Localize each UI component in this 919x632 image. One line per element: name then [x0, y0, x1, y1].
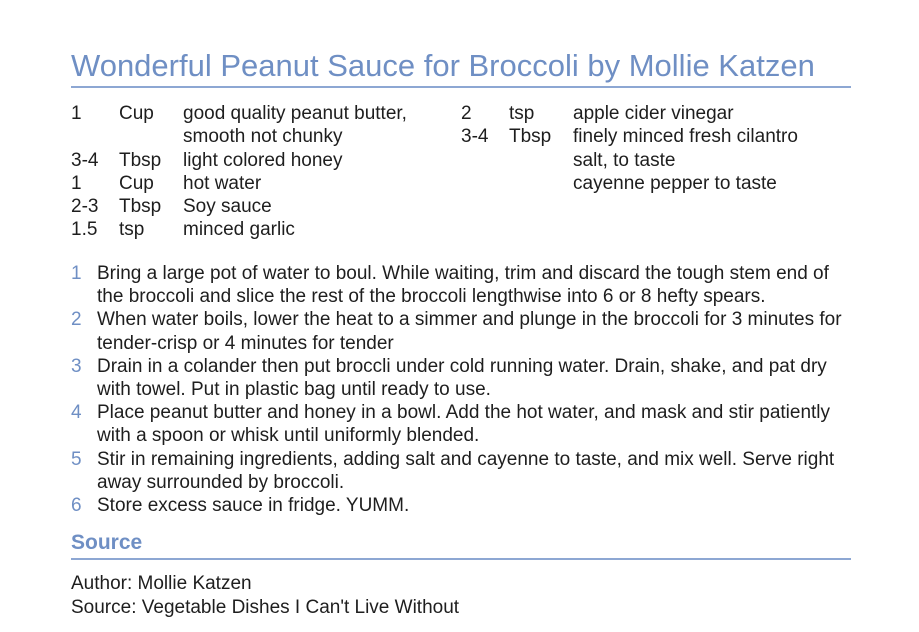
source-line: Source: Vegetable Dishes I Can't Live Without [71, 596, 460, 618]
ingredient-qty: 1 [71, 103, 82, 124]
ingredient-name: Soy sauce [183, 196, 272, 218]
step-text: Drain in a colander then put broccli under cold running water. Drain, shake, and pat dry with towel. Put in plastic bag until ready to use. [97, 355, 827, 401]
step-text: Store excess sauce in fridge. YUMM. [97, 495, 410, 517]
step-number: 3 [71, 355, 82, 377]
direction-step [71, 262, 851, 308]
ingredient-unit [509, 172, 573, 195]
direction-step [71, 494, 851, 517]
ingredient-row [461, 172, 861, 195]
ingredients-left-column [71, 102, 451, 242]
step-number: 4 [71, 402, 82, 424]
ingredient-qty [461, 149, 509, 172]
ingredient-qty: 2-3 [71, 196, 99, 218]
step-text: Stir in remaining ingredients, adding salt and cayenne to taste, and mix well. Serve right away surrounded by broccoli. [97, 448, 835, 493]
ingredient-name: apple cider vinegar [573, 103, 734, 124]
ingredient-name: minced garlic [183, 219, 295, 241]
ingredient-name: finely minced fresh cilantro [573, 126, 798, 148]
ingredients-right-column [461, 102, 861, 195]
ingredient-name: cayenne pepper to taste [573, 172, 777, 194]
author-line: Author: Mollie Katzen [71, 573, 252, 594]
directions-list [71, 262, 851, 517]
source-heading: Source [71, 530, 851, 560]
ingredient-row [71, 218, 451, 241]
step-text: When water boils, lower the heat to a simmer and plunge in the broccoli for 3 minutes for tender-crisp or 4 minutes for tender [97, 309, 842, 354]
ingredient-unit: tsp [509, 103, 535, 124]
source-details [71, 572, 459, 619]
ingredient-row [71, 102, 451, 149]
step-number: 2 [71, 309, 82, 331]
ingredient-row [461, 102, 861, 125]
ingredient-unit: Cup [119, 172, 154, 194]
ingredient-unit: Tbsp [119, 149, 162, 171]
ingredient-qty: 1.5 [71, 219, 98, 241]
ingredient-name: good quality peanut butter, smooth not chunky [183, 103, 407, 148]
ingredient-unit: Cup [119, 103, 154, 124]
ingredient-unit: tsp [119, 219, 145, 241]
ingredient-name: salt, to taste [573, 149, 676, 171]
ingredient-unit: Tbsp [509, 126, 552, 148]
ingredient-row [461, 149, 861, 172]
ingredient-row [71, 172, 451, 195]
ingredient-unit [509, 149, 573, 172]
ingredient-qty: 1 [71, 172, 82, 194]
step-text: Place peanut butter and honey in a bowl. Add the hot water, and mask and stir patiently with a spoon or whisk until uniformly blended. [97, 402, 831, 447]
direction-step [71, 448, 851, 494]
recipe-title: Wonderful Peanut Sauce for Broccoli by Mollie Katzen [71, 46, 851, 88]
step-number: 5 [71, 448, 82, 470]
ingredient-row [71, 149, 451, 172]
direction-step [71, 355, 851, 401]
direction-step [71, 401, 851, 447]
ingredient-qty [461, 172, 509, 195]
step-number: 1 [71, 263, 82, 284]
ingredient-unit: Tbsp [119, 196, 162, 218]
ingredient-name: hot water [183, 172, 262, 194]
ingredient-qty: 2 [461, 103, 472, 124]
ingredient-row [71, 195, 451, 218]
ingredient-name: light colored honey [183, 149, 343, 171]
step-text: Bring a large pot of water to boul. While waiting, trim and discard the tough stem end of the broccoli and slice the rest of the broccoli lengthwise into 6 or 8 hefty spears. [97, 263, 829, 308]
direction-step [71, 308, 851, 354]
ingredient-row [461, 125, 861, 148]
ingredient-qty: 3-4 [461, 126, 489, 148]
ingredient-qty: 3-4 [71, 149, 99, 171]
step-number: 6 [71, 495, 82, 517]
